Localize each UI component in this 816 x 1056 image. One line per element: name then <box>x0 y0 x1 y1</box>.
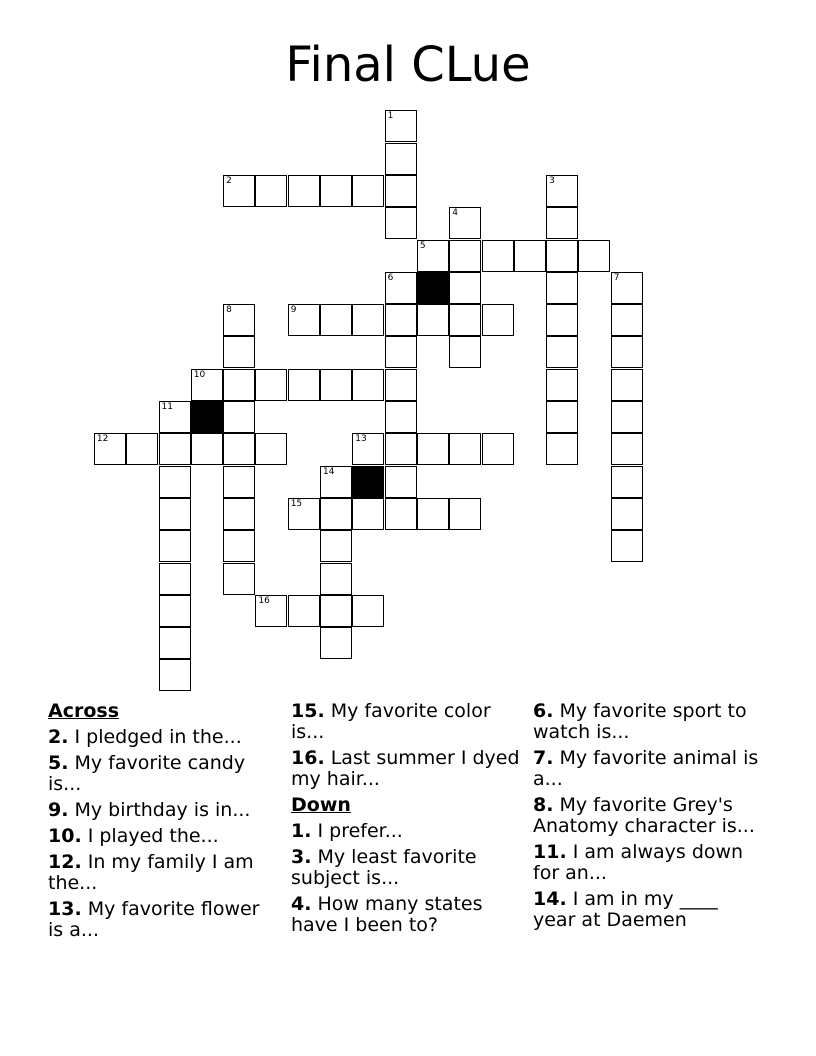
grid-cell[interactable] <box>191 433 223 465</box>
grid-cell[interactable] <box>255 175 287 207</box>
clue-item <box>291 821 521 842</box>
clue-number: 11 <box>161 402 173 412</box>
grid-cell[interactable] <box>352 498 384 530</box>
grid-cell[interactable] <box>449 433 481 465</box>
grid-cell[interactable] <box>223 498 255 530</box>
grid-cell[interactable] <box>482 240 514 272</box>
grid-cell[interactable] <box>223 401 255 433</box>
grid-cell[interactable] <box>159 498 191 530</box>
grid-cell[interactable] <box>546 336 578 368</box>
grid-cell[interactable] <box>223 433 255 465</box>
grid-cell-6[interactable] <box>385 272 417 304</box>
clue-number-label: 2. <box>48 726 69 748</box>
grid-cell[interactable] <box>352 369 384 401</box>
grid-cell[interactable] <box>159 627 191 659</box>
grid-cell[interactable] <box>159 595 191 627</box>
grid-cell[interactable] <box>159 530 191 562</box>
clue-item <box>48 753 278 795</box>
black-cell <box>352 466 384 498</box>
grid-cell[interactable] <box>159 433 191 465</box>
puzzle-title: Final CLue <box>285 37 531 93</box>
clue-number-label: 13. <box>48 898 82 920</box>
clue-item <box>533 889 763 931</box>
clues-column-1 <box>48 701 278 946</box>
clue-item <box>291 894 521 936</box>
grid-cell-15[interactable] <box>288 498 320 530</box>
clue-number: 14 <box>323 466 335 477</box>
grid-cell[interactable] <box>611 336 643 368</box>
grid-cell[interactable] <box>482 304 514 336</box>
clue-number-label: 8. <box>533 794 554 816</box>
grid-cell[interactable] <box>611 369 643 401</box>
grid-cell[interactable] <box>288 369 320 401</box>
grid-cell[interactable] <box>320 563 352 595</box>
grid-cell[interactable] <box>223 466 255 498</box>
clue-item <box>533 748 763 790</box>
grid-cell-14[interactable] <box>320 466 352 498</box>
grid-cell-4[interactable] <box>449 207 481 239</box>
grid-cell[interactable] <box>223 563 255 595</box>
grid-cell[interactable] <box>578 240 610 272</box>
clue-item <box>48 852 278 894</box>
black-cell <box>191 401 223 433</box>
grid-cell[interactable] <box>611 498 643 530</box>
clue-number: 2 <box>226 175 232 186</box>
grid-cell[interactable] <box>449 240 481 272</box>
clue-number-label: 11. <box>533 841 567 863</box>
down-heading: Down <box>291 794 351 816</box>
grid-cell[interactable] <box>385 433 417 465</box>
clue-number-label: 15. <box>291 700 325 722</box>
grid-cell[interactable] <box>255 369 287 401</box>
clue-text: I am always down for an... <box>533 841 744 884</box>
grid-cell[interactable] <box>320 175 352 207</box>
grid-cell[interactable] <box>159 563 191 595</box>
clue-number: 9 <box>290 305 297 316</box>
grid-cell[interactable] <box>449 304 481 336</box>
clue-item <box>291 847 521 889</box>
grid-cell-5[interactable] <box>417 240 449 272</box>
grid-cell-10[interactable] <box>191 369 223 401</box>
clue-item <box>48 899 278 941</box>
clue-number-label: 6. <box>533 700 554 722</box>
grid-cell[interactable] <box>223 369 255 401</box>
clue-text: My favorite animal is a... <box>533 747 759 790</box>
grid-cell[interactable] <box>546 401 578 433</box>
clue-item <box>48 727 278 748</box>
clue-number-label: 7. <box>533 747 554 769</box>
grid-cell[interactable] <box>223 530 255 562</box>
clue-text: Last summer I dyed my hair... <box>291 747 520 790</box>
grid-cell[interactable] <box>385 498 417 530</box>
grid-cell-8[interactable] <box>223 304 255 336</box>
clue-text: My birthday is in... <box>68 799 251 821</box>
grid-cell[interactable] <box>385 369 417 401</box>
clue-text: My favorite flower is a... <box>48 898 260 941</box>
clue-text: I am in my ____ year at Daemen <box>533 888 718 931</box>
clue-item <box>291 748 521 790</box>
grid-cell-9[interactable] <box>288 304 320 336</box>
grid-cell[interactable] <box>385 143 417 175</box>
clue-number: 1 <box>387 111 394 122</box>
grid-cell[interactable] <box>352 304 384 336</box>
grid-cell[interactable] <box>385 175 417 207</box>
clue-number-label: 4. <box>291 893 312 915</box>
grid-cell-11[interactable] <box>159 401 191 433</box>
clue-number: 16 <box>258 595 270 606</box>
grid-cell[interactable] <box>320 369 352 401</box>
clue-item <box>48 800 278 821</box>
clue-text: How many states have I been to? <box>291 893 483 936</box>
clue-number: 12 <box>96 434 109 445</box>
grid-cell[interactable] <box>546 433 578 465</box>
clue-number-label: 1. <box>291 820 312 842</box>
clue-number: 3 <box>549 175 555 186</box>
grid-cell[interactable] <box>385 207 417 239</box>
clue-number: 15 <box>290 498 303 509</box>
clue-number: 8 <box>226 305 232 316</box>
clue-number: 10 <box>193 369 206 380</box>
across-heading: Across <box>48 700 120 722</box>
grid-cell[interactable] <box>320 530 352 562</box>
grid-cell[interactable] <box>611 401 643 433</box>
grid-cell[interactable] <box>611 530 643 562</box>
grid-cell-7[interactable] <box>611 272 643 304</box>
grid-cell[interactable] <box>288 595 320 627</box>
clue-text: In my family I am the... <box>48 851 254 894</box>
grid-cell[interactable] <box>352 595 384 627</box>
grid-cell-1[interactable] <box>385 110 417 142</box>
clue-number-label: 12. <box>48 851 82 873</box>
grid-cell[interactable] <box>514 240 546 272</box>
grid-cell-13[interactable] <box>352 433 384 465</box>
clue-text: I played the... <box>81 825 219 847</box>
grid-cell[interactable] <box>417 304 449 336</box>
grid-cell-16[interactable] <box>255 595 287 627</box>
black-cell <box>417 272 449 304</box>
grid-cell[interactable] <box>417 433 449 465</box>
clue-text: My favorite color is... <box>291 700 491 743</box>
clues-column-3 <box>533 701 763 936</box>
clue-number: 6 <box>387 272 394 283</box>
clue-text: I prefer... <box>311 820 403 842</box>
clue-item <box>533 795 763 837</box>
clue-text: My favorite Grey's Anatomy character is... <box>533 794 755 837</box>
grid-cell-2[interactable] <box>223 175 255 207</box>
grid-cell[interactable] <box>320 304 352 336</box>
grid-cell[interactable] <box>546 369 578 401</box>
clue-number: 7 <box>613 272 620 283</box>
grid-cell[interactable] <box>546 272 578 304</box>
clue-number-label: 3. <box>291 846 312 868</box>
clue-number-label: 10. <box>48 825 82 847</box>
grid-cell[interactable] <box>126 433 158 465</box>
grid-cell[interactable] <box>449 336 481 368</box>
clue-number-label: 9. <box>48 799 69 821</box>
grid-cell-3[interactable] <box>546 175 578 207</box>
grid-cell[interactable] <box>159 659 191 691</box>
clue-number-label: 14. <box>533 888 567 910</box>
clue-text: My least favorite subject is... <box>291 846 477 889</box>
grid-cell[interactable] <box>482 433 514 465</box>
grid-cell[interactable] <box>417 498 449 530</box>
grid-cell[interactable] <box>320 595 352 627</box>
grid-cell[interactable] <box>449 498 481 530</box>
clue-number: 13 <box>355 434 367 445</box>
clue-text: I pledged in the... <box>68 726 242 748</box>
clue-item <box>533 842 763 884</box>
grid-cell[interactable] <box>546 240 578 272</box>
grid-cell[interactable] <box>352 175 384 207</box>
grid-cell[interactable] <box>611 433 643 465</box>
clue-text: My favorite candy is... <box>48 752 246 795</box>
clue-item <box>533 701 763 743</box>
clue-item <box>48 826 278 847</box>
grid-cell[interactable] <box>611 304 643 336</box>
clue-number-label: 5. <box>48 752 69 774</box>
clue-item <box>291 701 521 743</box>
grid-cell[interactable] <box>385 304 417 336</box>
grid-cell[interactable] <box>546 304 578 336</box>
clue-number: 5 <box>419 240 426 251</box>
grid-cell[interactable] <box>320 627 352 659</box>
grid-cell[interactable] <box>223 336 255 368</box>
grid-cell[interactable] <box>385 466 417 498</box>
grid-cell[interactable] <box>320 498 352 530</box>
clue-text: My favorite sport to watch is... <box>533 700 747 743</box>
grid-cell[interactable] <box>546 207 578 239</box>
grid-cell[interactable] <box>611 466 643 498</box>
grid-cell-12[interactable] <box>94 433 126 465</box>
clue-number-label: 16. <box>291 747 325 769</box>
grid-cell[interactable] <box>449 272 481 304</box>
grid-cell[interactable] <box>255 433 287 465</box>
grid-cell[interactable] <box>159 466 191 498</box>
clue-number: 4 <box>452 208 458 219</box>
grid-cell[interactable] <box>385 336 417 368</box>
clues-column-2 <box>291 701 521 941</box>
grid-cell[interactable] <box>385 401 417 433</box>
grid-cell[interactable] <box>288 175 320 207</box>
